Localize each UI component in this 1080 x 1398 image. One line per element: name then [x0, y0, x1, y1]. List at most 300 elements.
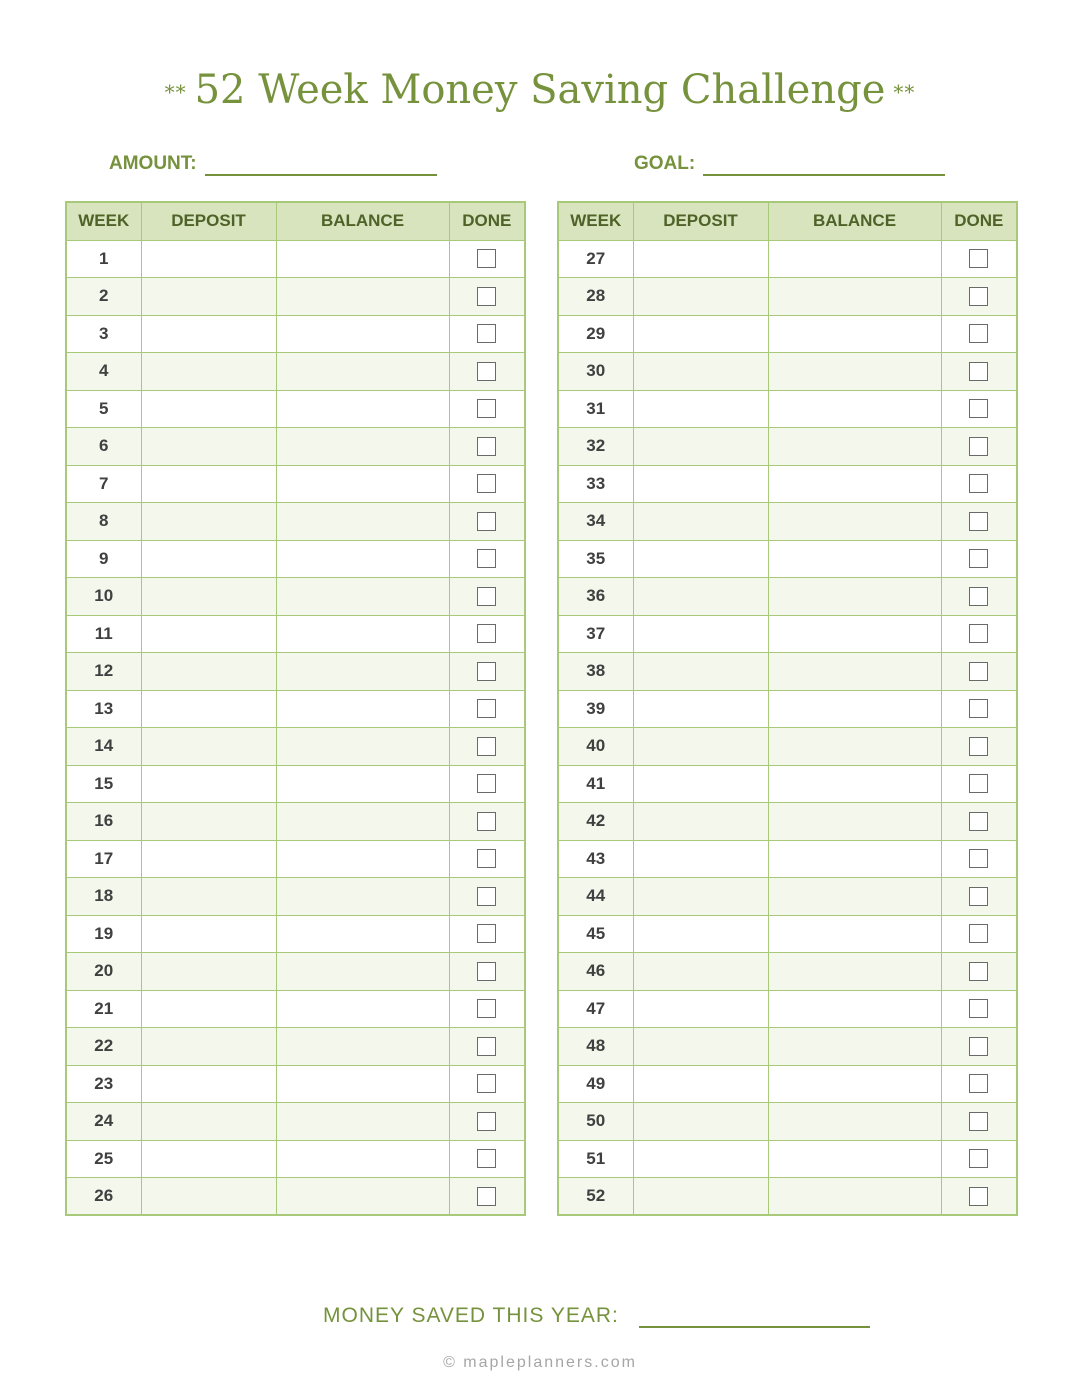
done-checkbox[interactable]	[477, 924, 496, 943]
weeks-table-left	[65, 201, 526, 1216]
balance-cell[interactable]	[276, 503, 449, 541]
deposit-cell[interactable]	[141, 428, 276, 466]
done-checkbox[interactable]	[969, 849, 988, 868]
deposit-cell[interactable]	[633, 1065, 768, 1103]
deposit-cell[interactable]	[633, 653, 768, 691]
balance-cell[interactable]	[276, 390, 449, 428]
balance-cell[interactable]	[276, 1103, 449, 1141]
balance-cell[interactable]	[768, 728, 941, 766]
table-row	[66, 315, 525, 353]
deposit-cell[interactable]	[141, 465, 276, 503]
week-number-cell: 40	[558, 728, 633, 766]
done-checkbox[interactable]	[477, 287, 496, 306]
balance-cell[interactable]	[768, 878, 941, 916]
balance-cell[interactable]	[276, 690, 449, 728]
done-checkbox[interactable]	[477, 737, 496, 756]
deposit-cell[interactable]	[141, 578, 276, 616]
table-row	[66, 1140, 525, 1178]
done-checkbox[interactable]	[969, 812, 988, 831]
done-checkbox[interactable]	[477, 587, 496, 606]
done-cell	[941, 1103, 1017, 1141]
deposit-cell[interactable]	[141, 390, 276, 428]
deposit-cell[interactable]	[633, 953, 768, 991]
week-number-cell: 19	[66, 915, 141, 953]
done-checkbox[interactable]	[969, 924, 988, 943]
done-cell	[941, 990, 1017, 1028]
done-cell	[941, 615, 1017, 653]
done-checkbox[interactable]	[477, 324, 496, 343]
balance-cell[interactable]	[276, 1178, 449, 1216]
week-number-cell: 15	[66, 765, 141, 803]
week-number-cell: 38	[558, 653, 633, 691]
done-cell	[941, 1140, 1017, 1178]
done-cell	[941, 428, 1017, 466]
week-number-cell: 36	[558, 578, 633, 616]
done-checkbox[interactable]	[477, 887, 496, 906]
deposit-cell[interactable]	[141, 315, 276, 353]
balance-cell[interactable]	[768, 690, 941, 728]
week-number-cell: 3	[66, 315, 141, 353]
deposit-cell[interactable]	[141, 278, 276, 316]
deposit-cell[interactable]	[141, 240, 276, 278]
done-cell	[449, 503, 525, 541]
done-cell	[449, 353, 525, 391]
table-row	[66, 353, 525, 391]
amount-label: AMOUNT:	[109, 153, 197, 174]
done-cell	[449, 428, 525, 466]
table-row	[66, 1028, 525, 1066]
deposit-cell[interactable]	[141, 990, 276, 1028]
balance-cell[interactable]	[768, 990, 941, 1028]
balance-cell[interactable]	[276, 915, 449, 953]
done-cell	[449, 390, 525, 428]
done-cell	[449, 953, 525, 991]
balance-column-header: BALANCE	[768, 202, 941, 240]
deposit-cell[interactable]	[141, 615, 276, 653]
week-number-cell: 6	[66, 428, 141, 466]
week-number-cell: 13	[66, 690, 141, 728]
done-cell	[449, 278, 525, 316]
deposit-cell[interactable]	[141, 503, 276, 541]
week-number-cell: 34	[558, 503, 633, 541]
week-number-cell: 25	[66, 1140, 141, 1178]
week-number-cell: 37	[558, 615, 633, 653]
done-checkbox[interactable]	[969, 1149, 988, 1168]
week-number-cell: 33	[558, 465, 633, 503]
deposit-cell[interactable]	[141, 1103, 276, 1141]
done-cell	[941, 653, 1017, 691]
done-checkbox[interactable]	[969, 962, 988, 981]
deposit-cell[interactable]	[633, 540, 768, 578]
table-row	[66, 1178, 525, 1216]
done-checkbox[interactable]	[477, 624, 496, 643]
table-row	[558, 990, 1017, 1028]
week-number-cell: 17	[66, 840, 141, 878]
week-number-cell: 11	[66, 615, 141, 653]
week-number-cell: 4	[66, 353, 141, 391]
done-cell	[941, 878, 1017, 916]
week-number-cell: 52	[558, 1178, 633, 1216]
done-cell	[941, 578, 1017, 616]
table-row	[558, 578, 1017, 616]
done-checkbox[interactable]	[477, 437, 496, 456]
table-row	[66, 728, 525, 766]
balance-cell[interactable]	[276, 953, 449, 991]
balance-cell[interactable]	[276, 278, 449, 316]
deposit-cell[interactable]	[633, 1103, 768, 1141]
balance-cell[interactable]	[276, 353, 449, 391]
done-checkbox[interactable]	[969, 774, 988, 793]
deposit-cell[interactable]	[141, 653, 276, 691]
balance-cell[interactable]	[768, 1065, 941, 1103]
week-number-cell: 41	[558, 765, 633, 803]
done-cell	[941, 1178, 1017, 1216]
deposit-cell[interactable]	[633, 915, 768, 953]
done-checkbox[interactable]	[969, 587, 988, 606]
table-row	[558, 840, 1017, 878]
page-title	[0, 62, 1080, 120]
table-row	[558, 653, 1017, 691]
done-checkbox[interactable]	[969, 1037, 988, 1056]
balance-cell[interactable]	[768, 465, 941, 503]
done-cell	[449, 1065, 525, 1103]
balance-cell[interactable]	[768, 278, 941, 316]
deposit-cell[interactable]	[141, 953, 276, 991]
balance-cell[interactable]	[768, 1178, 941, 1216]
week-number-cell: 8	[66, 503, 141, 541]
table-row	[558, 765, 1017, 803]
done-checkbox[interactable]	[477, 774, 496, 793]
week-number-cell: 30	[558, 353, 633, 391]
table-row	[66, 690, 525, 728]
done-checkbox[interactable]	[477, 1037, 496, 1056]
balance-cell[interactable]	[276, 615, 449, 653]
week-number-cell: 39	[558, 690, 633, 728]
balance-cell[interactable]	[768, 390, 941, 428]
done-checkbox[interactable]	[477, 812, 496, 831]
done-checkbox[interactable]	[477, 1112, 496, 1131]
table-row	[66, 803, 525, 841]
done-cell	[941, 540, 1017, 578]
deposit-cell[interactable]	[633, 390, 768, 428]
balance-cell[interactable]	[768, 953, 941, 991]
deposit-cell[interactable]	[633, 1178, 768, 1216]
done-checkbox[interactable]	[969, 999, 988, 1018]
deposit-cell[interactable]	[633, 765, 768, 803]
done-cell	[449, 765, 525, 803]
done-cell	[941, 803, 1017, 841]
balance-cell[interactable]	[276, 1028, 449, 1066]
deposit-cell[interactable]	[633, 1140, 768, 1178]
deposit-cell[interactable]	[633, 503, 768, 541]
balance-cell[interactable]	[276, 803, 449, 841]
deposit-column-header: DEPOSIT	[141, 202, 276, 240]
table-header-row	[66, 202, 525, 240]
table-row	[558, 353, 1017, 391]
balance-cell[interactable]	[276, 728, 449, 766]
table-row	[66, 653, 525, 691]
done-cell	[941, 953, 1017, 991]
week-number-cell: 44	[558, 878, 633, 916]
done-cell	[941, 503, 1017, 541]
done-cell	[449, 915, 525, 953]
table-row	[66, 953, 525, 991]
table-row	[66, 1103, 525, 1141]
done-checkbox[interactable]	[969, 624, 988, 643]
table-row	[558, 465, 1017, 503]
week-number-cell: 49	[558, 1065, 633, 1103]
done-checkbox[interactable]	[969, 1074, 988, 1093]
balance-cell[interactable]	[276, 465, 449, 503]
balance-cell[interactable]	[768, 1028, 941, 1066]
week-number-cell: 35	[558, 540, 633, 578]
deposit-cell[interactable]	[633, 840, 768, 878]
week-number-cell: 1	[66, 240, 141, 278]
table-row	[66, 840, 525, 878]
done-checkbox[interactable]	[969, 549, 988, 568]
balance-cell[interactable]	[276, 540, 449, 578]
deposit-cell[interactable]	[633, 315, 768, 353]
balance-cell[interactable]	[768, 503, 941, 541]
done-cell	[449, 803, 525, 841]
deposit-cell[interactable]	[141, 728, 276, 766]
deposit-cell[interactable]	[633, 278, 768, 316]
done-checkbox[interactable]	[969, 474, 988, 493]
done-checkbox[interactable]	[969, 249, 988, 268]
deposit-cell[interactable]	[141, 765, 276, 803]
week-number-cell: 20	[66, 953, 141, 991]
table-row	[558, 1178, 1017, 1216]
table-row	[558, 1103, 1017, 1141]
week-number-cell: 27	[558, 240, 633, 278]
balance-cell[interactable]	[768, 765, 941, 803]
done-cell	[449, 690, 525, 728]
table-row	[558, 1028, 1017, 1066]
deposit-cell[interactable]	[633, 578, 768, 616]
table-row	[558, 390, 1017, 428]
balance-cell[interactable]	[768, 803, 941, 841]
goal-field[interactable]	[634, 150, 945, 176]
balance-cell[interactable]	[276, 653, 449, 691]
done-cell	[449, 465, 525, 503]
balance-cell[interactable]	[768, 240, 941, 278]
done-checkbox[interactable]	[477, 549, 496, 568]
weeks-table-right	[557, 201, 1018, 1216]
week-column-header: WEEK	[558, 202, 633, 240]
week-number-cell: 48	[558, 1028, 633, 1066]
balance-cell[interactable]	[276, 878, 449, 916]
table-row	[558, 915, 1017, 953]
done-checkbox[interactable]	[969, 1187, 988, 1206]
balance-cell[interactable]	[768, 840, 941, 878]
balance-column-header: BALANCE	[276, 202, 449, 240]
done-checkbox[interactable]	[969, 399, 988, 418]
table-row	[66, 503, 525, 541]
money-saved-input-line[interactable]	[639, 1306, 870, 1328]
done-cell	[449, 840, 525, 878]
done-column-header: DONE	[449, 202, 525, 240]
done-checkbox[interactable]	[969, 512, 988, 531]
deposit-cell[interactable]	[141, 1140, 276, 1178]
done-checkbox[interactable]	[969, 737, 988, 756]
done-cell	[449, 540, 525, 578]
deposit-cell[interactable]	[141, 803, 276, 841]
week-number-cell: 32	[558, 428, 633, 466]
deposit-cell[interactable]	[141, 1028, 276, 1066]
deposit-cell[interactable]	[633, 990, 768, 1028]
table-row	[66, 428, 525, 466]
deposit-cell[interactable]	[141, 840, 276, 878]
week-number-cell: 5	[66, 390, 141, 428]
done-cell	[449, 1178, 525, 1216]
done-checkbox[interactable]	[477, 1187, 496, 1206]
done-checkbox[interactable]	[969, 362, 988, 381]
done-checkbox[interactable]	[477, 1074, 496, 1093]
balance-cell[interactable]	[276, 240, 449, 278]
goal-input-line[interactable]	[703, 154, 945, 176]
deposit-cell[interactable]	[141, 1065, 276, 1103]
deposit-cell[interactable]	[633, 428, 768, 466]
deposit-cell[interactable]	[633, 728, 768, 766]
table-row	[558, 690, 1017, 728]
balance-cell[interactable]	[276, 990, 449, 1028]
table-row	[558, 878, 1017, 916]
week-number-cell: 18	[66, 878, 141, 916]
done-checkbox[interactable]	[477, 662, 496, 681]
balance-cell[interactable]	[768, 353, 941, 391]
done-checkbox[interactable]	[969, 699, 988, 718]
done-cell	[449, 1103, 525, 1141]
balance-cell[interactable]	[768, 615, 941, 653]
done-checkbox[interactable]	[477, 999, 496, 1018]
done-cell	[941, 765, 1017, 803]
week-number-cell: 12	[66, 653, 141, 691]
table-row	[558, 428, 1017, 466]
balance-cell[interactable]	[276, 1140, 449, 1178]
table-row	[558, 315, 1017, 353]
table-row	[558, 728, 1017, 766]
table-row	[66, 390, 525, 428]
week-number-cell: 10	[66, 578, 141, 616]
week-number-cell: 24	[66, 1103, 141, 1141]
done-checkbox[interactable]	[477, 399, 496, 418]
done-cell	[941, 240, 1017, 278]
table-row	[558, 540, 1017, 578]
amount-field[interactable]	[109, 150, 437, 176]
deposit-cell[interactable]	[633, 803, 768, 841]
amount-input-line[interactable]	[205, 154, 437, 176]
done-checkbox[interactable]	[969, 324, 988, 343]
done-cell	[941, 1065, 1017, 1103]
done-checkbox[interactable]	[477, 849, 496, 868]
done-checkbox[interactable]	[969, 887, 988, 906]
week-number-cell: 46	[558, 953, 633, 991]
table-row	[558, 953, 1017, 991]
table-row	[66, 915, 525, 953]
week-number-cell: 47	[558, 990, 633, 1028]
balance-cell[interactable]	[768, 1103, 941, 1141]
table-header-row	[558, 202, 1017, 240]
done-checkbox[interactable]	[969, 662, 988, 681]
balance-cell[interactable]	[276, 578, 449, 616]
week-number-cell: 21	[66, 990, 141, 1028]
deposit-cell[interactable]	[633, 690, 768, 728]
balance-cell[interactable]	[276, 1065, 449, 1103]
deposit-cell[interactable]	[141, 540, 276, 578]
table-row	[66, 240, 525, 278]
table-row	[66, 878, 525, 916]
done-cell	[941, 690, 1017, 728]
balance-cell[interactable]	[768, 1140, 941, 1178]
deposit-cell[interactable]	[141, 353, 276, 391]
done-checkbox[interactable]	[477, 512, 496, 531]
deposit-cell[interactable]	[141, 878, 276, 916]
table-row	[558, 1140, 1017, 1178]
deposit-cell[interactable]	[633, 878, 768, 916]
table-row	[558, 615, 1017, 653]
balance-cell[interactable]	[768, 653, 941, 691]
done-cell	[941, 315, 1017, 353]
done-checkbox[interactable]	[477, 474, 496, 493]
balance-cell[interactable]	[276, 765, 449, 803]
deposit-cell[interactable]	[633, 465, 768, 503]
table-row	[66, 765, 525, 803]
done-checkbox[interactable]	[969, 437, 988, 456]
deposit-cell[interactable]	[141, 915, 276, 953]
money-saved-field[interactable]	[323, 1300, 870, 1328]
balance-cell[interactable]	[768, 315, 941, 353]
table-row	[66, 278, 525, 316]
deposit-cell[interactable]	[141, 690, 276, 728]
balance-cell[interactable]	[768, 540, 941, 578]
done-checkbox[interactable]	[969, 1112, 988, 1131]
table-row	[66, 615, 525, 653]
week-number-cell: 29	[558, 315, 633, 353]
deposit-cell[interactable]	[633, 1028, 768, 1066]
done-checkbox[interactable]	[477, 699, 496, 718]
done-cell	[941, 278, 1017, 316]
done-checkbox[interactable]	[477, 249, 496, 268]
balance-cell[interactable]	[276, 428, 449, 466]
deposit-cell[interactable]	[633, 240, 768, 278]
week-number-cell: 26	[66, 1178, 141, 1216]
done-cell	[449, 615, 525, 653]
done-checkbox[interactable]	[969, 287, 988, 306]
done-cell	[941, 728, 1017, 766]
deposit-cell[interactable]	[633, 615, 768, 653]
week-number-cell: 51	[558, 1140, 633, 1178]
deposit-cell[interactable]	[633, 353, 768, 391]
done-checkbox[interactable]	[477, 962, 496, 981]
done-checkbox[interactable]	[477, 1149, 496, 1168]
week-number-cell: 23	[66, 1065, 141, 1103]
done-cell	[941, 390, 1017, 428]
money-saved-label: MONEY SAVED THIS YEAR:	[323, 1304, 619, 1327]
week-number-cell: 50	[558, 1103, 633, 1141]
footer-copyright: © mapleplanners.com	[443, 1354, 637, 1371]
balance-cell[interactable]	[768, 428, 941, 466]
deposit-cell[interactable]	[141, 1178, 276, 1216]
done-checkbox[interactable]	[477, 362, 496, 381]
balance-cell[interactable]	[768, 578, 941, 616]
week-number-cell: 22	[66, 1028, 141, 1066]
balance-cell[interactable]	[276, 315, 449, 353]
balance-cell[interactable]	[768, 915, 941, 953]
done-cell	[449, 653, 525, 691]
table-row	[558, 240, 1017, 278]
balance-cell[interactable]	[276, 840, 449, 878]
table-row	[66, 990, 525, 1028]
